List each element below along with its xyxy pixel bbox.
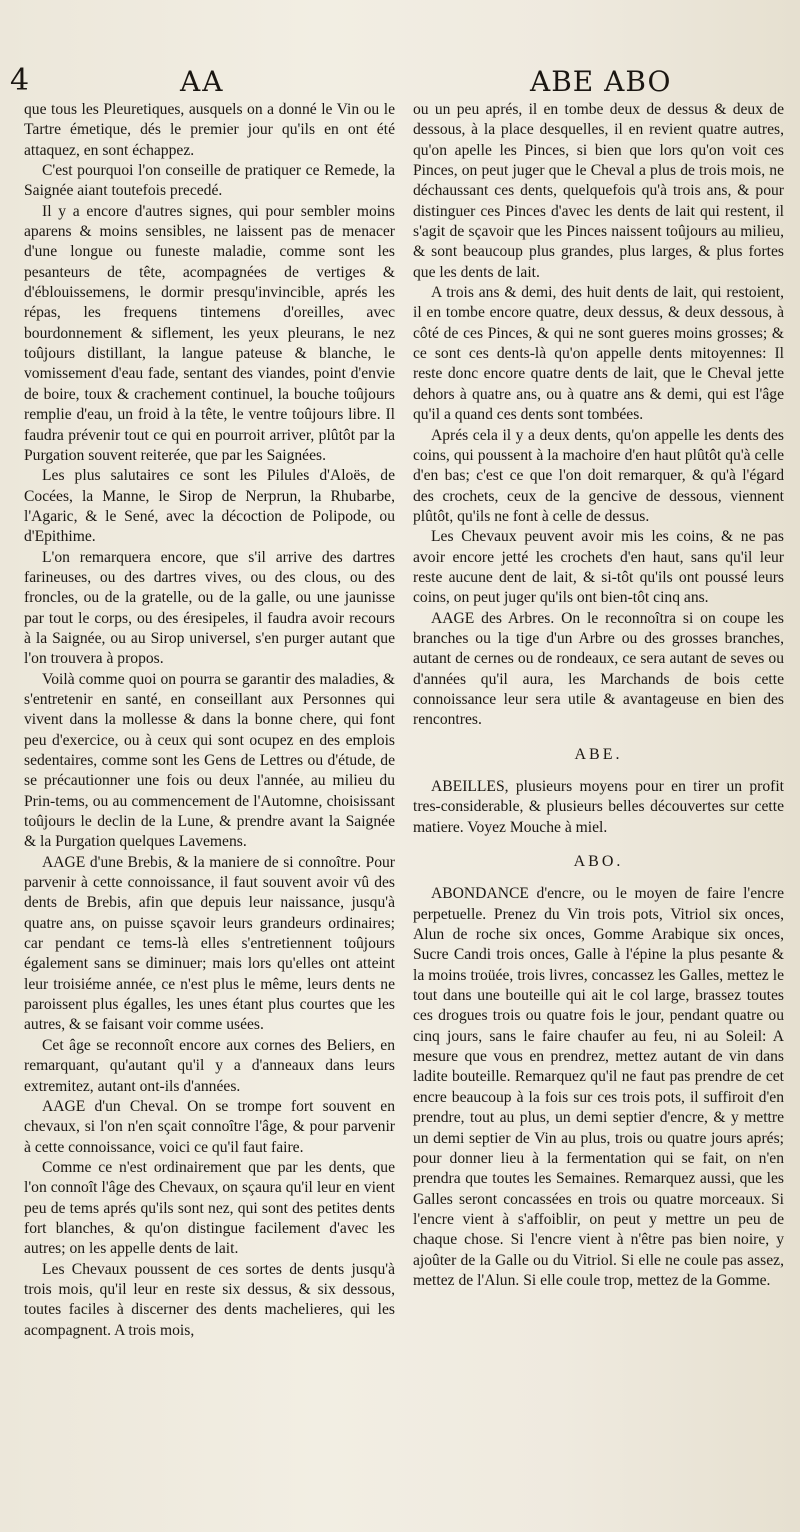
paragraph: Voilà comme quoi on pourra se garantir des maladies, & s'entretenir en santé, en conseillant aux Personnes qui vivent dans la mollesse & dans la bonne chere, qui font peu d'exercice, ou à ceux qui sont ocupez en des emplois sedentaires, comme sont les Gens de Lettres ou d'étude, de se précautionner une fois ou deux l'année, au milieu du Prin-tems, ou au commencement de l'Automne, choisissant toûjours le declin de la Lune, & prendre avant la Saignée & la Purgation quelques Lavemens.	[24, 670, 395, 851]
running-head-right: ABE ABO	[530, 65, 672, 98]
paragraph: Cet âge se reconnoît encore aux cornes des Beliers, en remarquant, qu'autant qu'il y a d'anneaux dans leurs extremitez, autant ont-ils d'années.	[24, 1036, 395, 1095]
paragraph: Les Chevaux peuvent avoir mis les coins, & ne pas avoir encore jetté les crochets d'en haut, sans qu'il leur reste aucune dent de lait, & si-tôt qu'ils ont poussé leurs coins, on peut juger qu'ils ont bien-tôt cinq ans.	[413, 528, 784, 607]
entry-abondance: ABONDANCE d'encre, ou le moyen de faire l'encre perpetuelle. Prenez du Vin trois pots, Vitriol six onces, Alun de roche six onces, Gomme Arabique six onces, Sucre Candi trois onces, Galle à l'épine la plus pesante & la moins troüée, trois livres, concassez les Galles, mettez le tout dans une bouteille qui ait le col large, brassez toutes ces drogues trois ou quatre fois le jour, pendant quatre ou cinq jours, sans le faire chaufer au feu, ni au Soleil: A mesure que vous en prendrez, mettez autant de vin dans ladite bouteille. Remarquez qu'il ne faut pas prendre de cet encre beaucoup à la fois sur ces trois pots, il suffiroit d'en prendre, tout au plus, un demi septier d'encre, & y mettre un demi septier de Vin au plus, trois ou quatre jours aprés; pour donner lieu à la fermentation qui se fait, on n'en prendra que toutes les Semaines. Remarquez aussi, que les Galles seront concassées en trois ou quatre morceaux. Si l'encre vient à s'affoiblir, on peut y mettre un peu de chaque chose. Si l'encre vient à n'être pas bien noire, y ajoûter de la Galle ou du Vitriol. Si elle ne coule pas assez, mettez de l'Alun. Si elle coule trop, mettez de la Gomme.	[413, 885, 784, 1289]
right-column	[413, 100, 784, 1341]
paragraph: Les Chevaux poussent de ces sortes de dents jusqu'à trois mois, qu'il leur en reste six dessus, & six dessous, toutes faciles à discerner des dents machelieres, qui les acompagnent. A trois mois,	[24, 1260, 395, 1339]
paragraph: Les plus salutaires ce sont les Pilules d'Aloës, de Cocées, la Manne, le Sirop de Nerprun, la Rhubarbe, l'Agaric, & le Sené, avec la décoction de Polipode, ou d'Epithime.	[24, 467, 395, 546]
page-number: 4	[10, 63, 30, 98]
running-head-left: AA	[180, 65, 225, 98]
entry-aage-brebis: AAGE d'une Brebis, & la maniere de si connoître. Pour parvenir à cette connoissance, il faut souvent avoir vû des dents de Brebis, afin que depuis leur naissance, jusqu'à quatre ans, on puisse sçavoir leurs grandeurs ordinaires; car pendant ce tems-là elles s'entretiennent toûjours également sans se diminuer; mais lors qu'elles ont atteint leur troisiéme année, ce n'est plus le même, leurs dents ne paroissent plus égalles, les unes étant plus courtes que les autres, & se faisant voir comme usées.	[24, 853, 395, 1034]
entry-aage-arbres: AAGE des Arbres. On le reconnoîtra si on coupe les branches ou la tige d'un Arbre ou des grosses branches, autant de cernes ou de rondeaux, ce sera autant de seves ou d'années qu'il aura, les Marchands de bois cette connoissance leur sera utile & avantageuse en bien des rencontres.	[413, 609, 784, 729]
paragraph: A trois ans & demi, des huit dents de lait, qui restoient, il en tombe encore quatre, deux dessus, & deux dessous, à côté de ces Pinces, & qui ne sont gueres moins grosses; & ce sont ces dents-là qu'on appelle dents mitoyennes: Il reste donc encore quatre dents de lait, que le Cheval jette dehors à quatre ans, ou à quatre ans & demi, qui est l'âge qu'il a quand ces dents sont tombées.	[413, 284, 784, 424]
paragraph: ou un peu aprés, il en tombe deux de dessus & deux de dessous, à la place desquelles, il en revient quatre autres, qu'on apelle les Pinces, si bien que lors qu'on voit ces Pinces, on peut juger que le Cheval a plus de trois mois, ne déchaussant ces dents, quelquefois qu'à trois ans, & pour distinguer ces Pinces d'avec les dents de lait qui restent, il s'agit de sçavoir que les Pinces naissent toûjours au milieu, & sont beaucoup plus grandes, plus larges, & plus fortes que les dents de lait.	[413, 101, 784, 281]
entry-aage-cheval: AAGE d'un Cheval. On se trompe fort souvent en chevaux, si l'on n'en sçait connoître l'âge, & pour parvenir à cette connoissance, voici ce qu'il faut faire.	[24, 1097, 395, 1156]
section-heading-abo: ABO.	[573, 853, 624, 871]
paragraph: C'est pourquoi l'on conseille de pratiquer ce Remede, la Saignée aiant toutefois precedé.	[24, 162, 395, 200]
entry-abeilles: ABEILLES, plusieurs moyens pour en tirer un profit tres-considerable, & plusieurs belles découvertes sur cette matiere. Voyez Mouche à miel.	[413, 778, 784, 836]
paragraph: Comme ce n'est ordinairement que par les dents, que l'on connoît l'âge des Chevaux, on sçaura qu'il leur en vient peu de tems aprés qu'ils sont nez, qui sont des petites dents fort blanches, & qu'on distingue facilement d'avec les autres; on les appelle dents de lait.	[24, 1158, 395, 1258]
paragraph: Aprés cela il y a deux dents, qu'on appelle les dents des coins, qui poussent à la machoire d'en haut plûtôt qu'à celle d'en bas; c'est ce que l'on doit remarquer, & qu'à l'égard des crochets, ceux de la gencive de dessous, viennent plûtôt, qu'ils ne font à celle de dessus.	[413, 426, 784, 525]
paragraph: que tous les Pleuretiques, ausquels on a donné le Vin ou le Tartre émetique, dés le premier jour qu'ils en ont été attaquez, en sont échappez.	[24, 101, 395, 159]
section-heading-abe: ABE.	[574, 745, 623, 763]
paragraph: L'on remarquera encore, que s'il arrive des dartres farineuses, ou des dartres vives, ou des clous, ou des froncles, ou de la gratelle, ou de la galle, ou une jaunisse par tout le corps, ou des éresipeles, il faudra avoir recours à la Saignée, ou au Sirop universel, s'en purger autant que l'on trouvera à propos.	[24, 548, 395, 668]
paragraph: Il y a encore d'autres signes, qui pour sembler moins aparens & moins sensibles, ne laissent pas de menacer d'une longue ou funeste maladie, comme sont les pesanteurs de tête, acompagnées de vertiges & d'éblouissemens, le dormir presqu'invincible, aprés les répas, les frequens tintemens d'oreilles, avec bourdonnement & siflement, les yeux pleurans, le nez toûjours distillant, la langue pateuse & blanche, le vomissement d'eau fade, sentant des viandes, point d'envie de boire, toux & crachement continuel, la bouche toûjours remplie d'eau, un froid à la tête, le ventre toûjours libre. Il faudra prévenir tout ce qui en pourroit arriver, plûtôt par la Purgation souvent reiterée, que par les Saignées.	[24, 202, 395, 464]
left-column	[24, 100, 395, 1341]
text-columns	[24, 100, 792, 1341]
